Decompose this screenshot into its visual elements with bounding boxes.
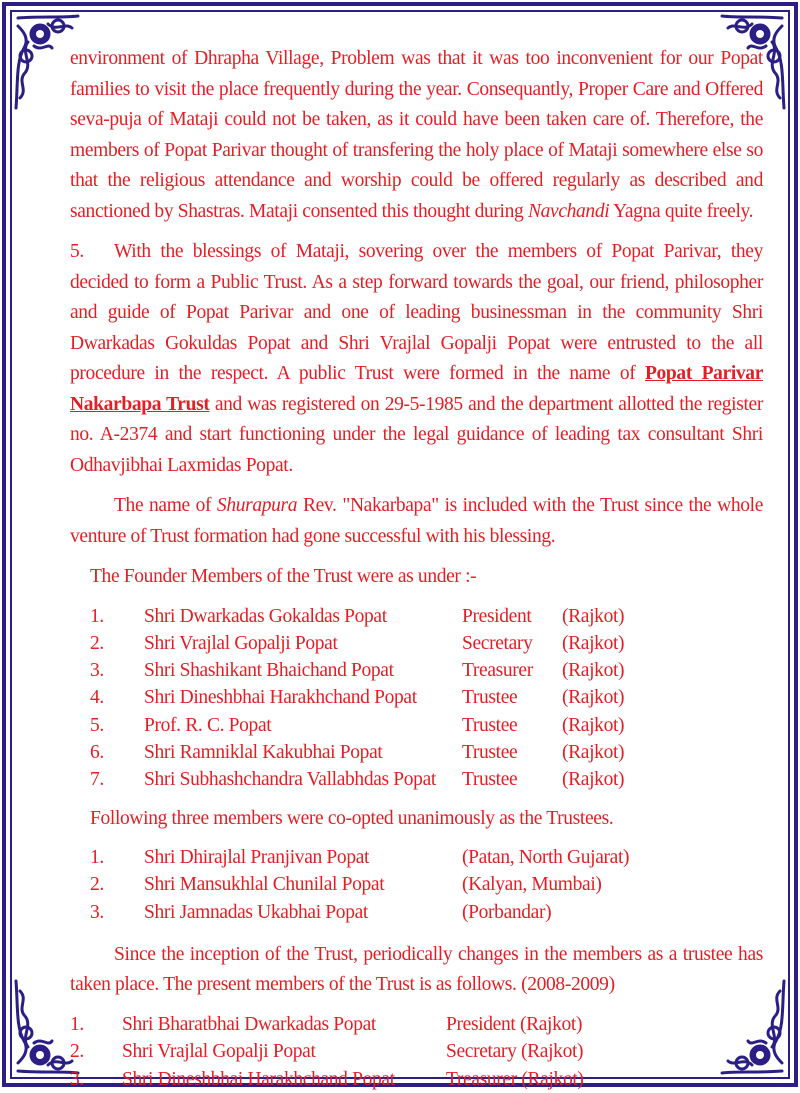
trust-name: Popat Parivar Nakarbapa Trust xyxy=(70,363,764,415)
name-paragraph: The name of Shurapura Rev. "Nakarbapa" is included with the Trust since the whole venture of Trust formation had gone successful with his blessing. xyxy=(70,495,763,547)
navchandi-italic: Navchandi xyxy=(527,200,610,222)
list-item: 3. Shri Jamnadas Ukabhai Popat (Porbandar) xyxy=(90,901,552,923)
list-item: 4. Shri Dineshbhai Harakhchand Popat Trustee (Rajkot) xyxy=(90,687,625,709)
coopted-heading: Following three members were co-opted unanimously as the Trustees. xyxy=(90,807,614,829)
founders-list xyxy=(90,603,763,794)
section-5-paragraph: 5. With the blessings of Mataji, sovering over the members of Popat Parivar, they decided to form a Public Trust. As a step forward towards the goal, our friend, philosopher and guide of Popat Parivar and one of leading businessman in the community Shri Dwarkadas Gokuldas Popat and Shri Vrajlal Gopalji Popat were entrusted to the all procedure in the respect. A public Trust were formed in the name of Popat Parivar Nakarbapa Trust and was registered on 29-5-1985 and the department allotted the register no. A-2374 and start functioning under the legal guidance of leading tax consultant Shri Odhavjibhai Laxmidas Popat. xyxy=(70,237,763,481)
present-heading: Since the inception of the Trust, periodically changes in the members as a trustee has taken place. The present members of the Trust is as follows. (2008-2009) xyxy=(70,943,763,996)
list-item: 3. Shri Shashikant Bhaichand Popat Treasurer (Rajkot) xyxy=(90,660,625,682)
list-item: 5. Prof. R. C. Popat Trustee (Rajkot) xyxy=(90,714,625,736)
coopted-list xyxy=(90,844,763,926)
list-item: 2. Shri Mansukhlal Chunilal Popat (Kalyan, Mumbai) xyxy=(90,874,602,896)
list-item: 1. Shri Dhirajlal Pranjivan Popat (Patan, North Gujarat) xyxy=(90,847,630,869)
section-number: 5. xyxy=(70,241,84,262)
list-item: 2. Shri Vrajlal Gopalji Popat Secretary (Rajkot) xyxy=(90,632,625,654)
founders-heading: The Founder Members of the Trust were as under :- xyxy=(90,566,477,587)
present-list xyxy=(70,1011,763,1093)
list-item: 1. Shri Dwarkadas Gokaldas Popat President (Rajkot) xyxy=(90,605,625,627)
list-item: 6. Shri Ramniklal Kakubhai Popat Trustee (Rajkot) xyxy=(90,741,625,763)
list-item: 7. Shri Subhashchandra Vallabhdas Popat Trustee (Rajkot) xyxy=(90,769,625,791)
intro-paragraph: environment of Dhrapha Village, Problem was that it was too inconvenient for our Popat families to visit the place frequently during the year. Consequantly, Proper Care and Offered seva-puja of Mataji could not be taken, as it could have been taken care of. Therefore, the members of Popat Parivar thought of transfering the holy place of Mataji somewhere else so that the religious attendance and worship could be offered regularly as described and sanctioned by Shastras. Mataji consented this thought during Navchandi Yagna quite freely. xyxy=(70,48,763,222)
list-item: 1. Shri Bharatbhai Dwarkadas Popat President (Rajkot) xyxy=(70,1013,583,1035)
document-body xyxy=(70,44,763,1093)
list-item: 3. Shri Dineshbhai Harakhchand Popat Treasurer (Rajkot) xyxy=(70,1068,584,1090)
list-item: 2. Shri Vrajlal Gopalji Popat Secretary (Rajkot) xyxy=(70,1041,584,1063)
shurapura-italic: Shurapura xyxy=(216,495,298,516)
